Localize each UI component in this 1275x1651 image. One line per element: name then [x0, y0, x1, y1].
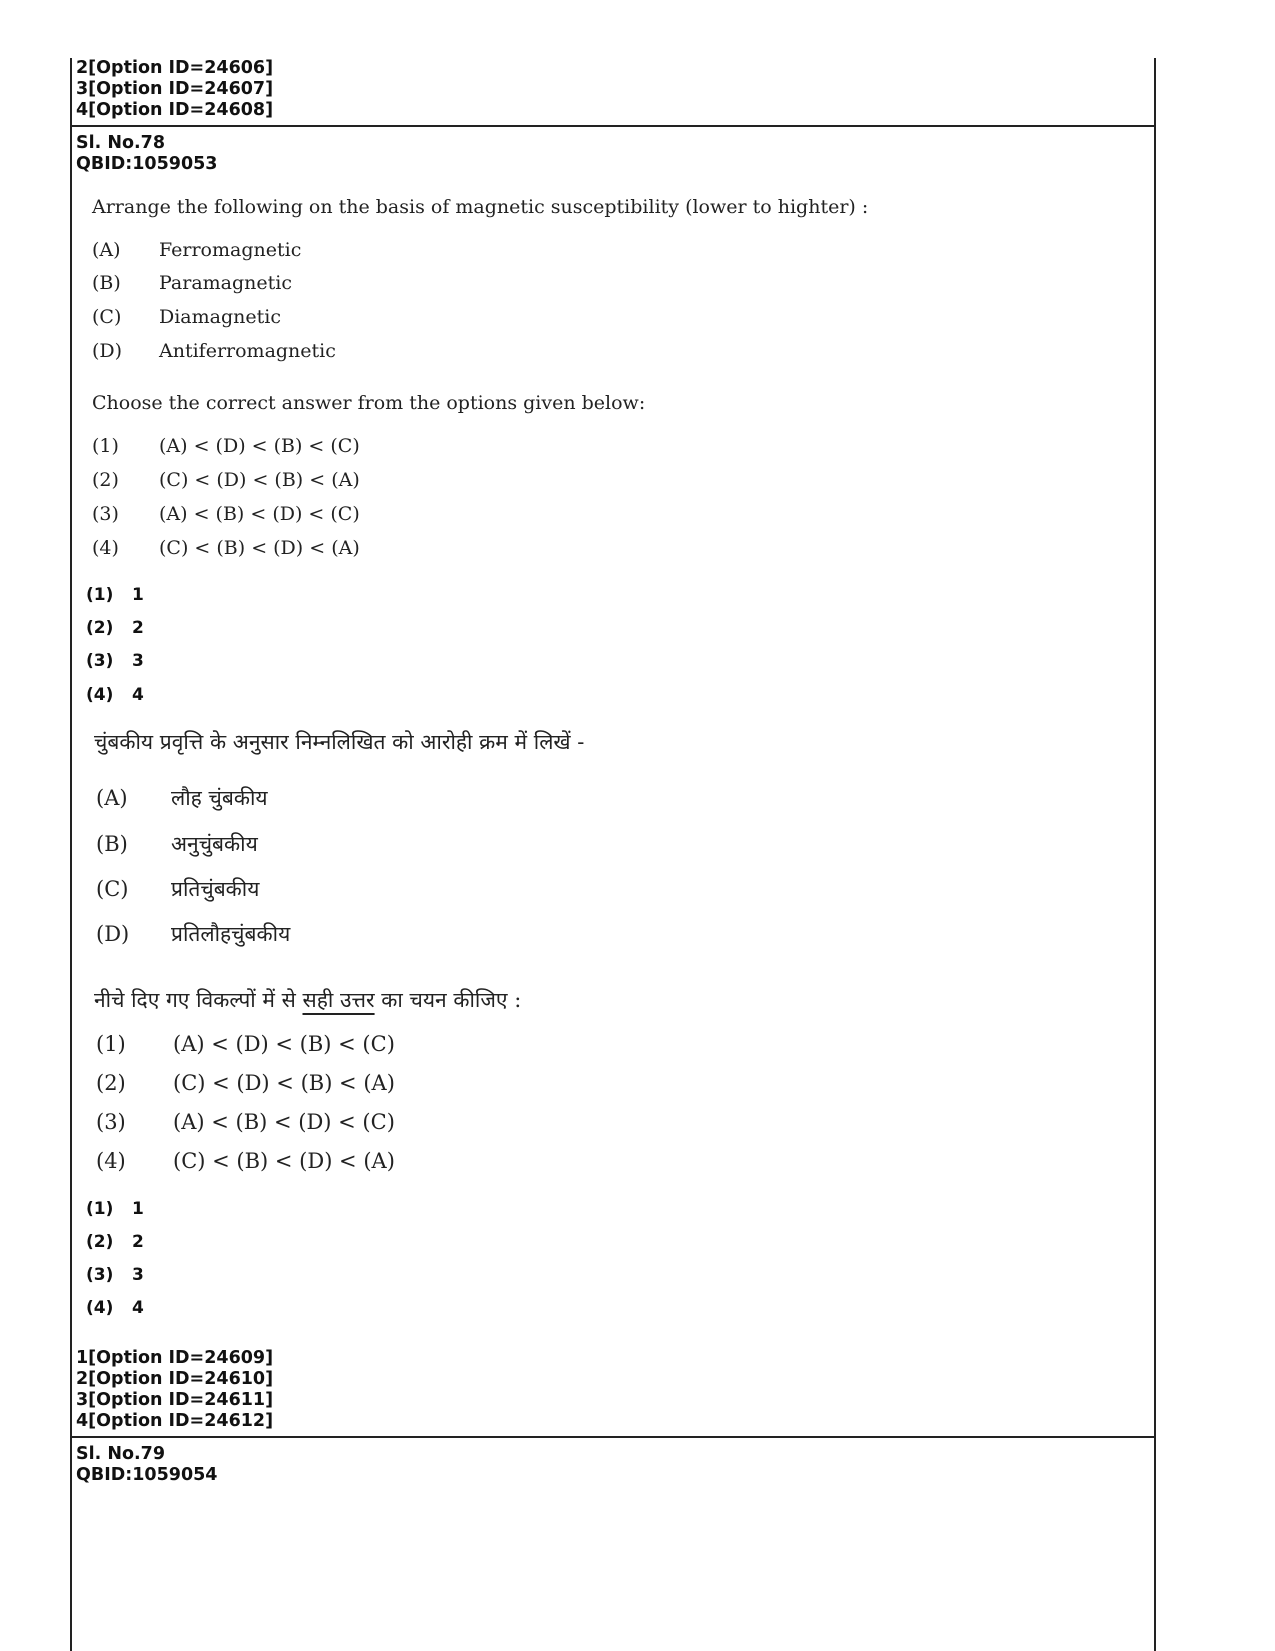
choice-row — [96, 1032, 395, 1056]
choice-label: (4) — [96, 1149, 126, 1173]
choice-label: (1) — [96, 1032, 126, 1056]
answer-option-label: (4) — [86, 685, 114, 705]
answer-option-label: (3) — [86, 1265, 114, 1285]
choice-row — [92, 469, 360, 491]
answer-option-text: 3 — [132, 651, 144, 671]
answer-option-label: (2) — [86, 1232, 114, 1252]
answer-option-text: 2 — [132, 1232, 144, 1252]
answer-option[interactable] — [86, 1298, 144, 1318]
answer-option[interactable] — [86, 618, 144, 638]
question-stem-english: Arrange the following on the basis of magnetic susceptibility (lower to highter) : — [92, 196, 869, 218]
qbid: QBID:1059053 — [76, 154, 218, 174]
choice-text: (C) < (B) < (D) < (A) — [159, 537, 360, 559]
choose-instruction-hindi — [94, 986, 521, 1014]
choice-text: (A) < (B) < (D) < (C) — [159, 503, 360, 525]
item-row — [92, 340, 336, 362]
item-label: (A) — [92, 239, 121, 261]
serial-number: Sl. No.78 — [76, 133, 166, 153]
option-id-line: 4[Option ID=24608] — [76, 100, 274, 120]
qbid: QBID:1059054 — [76, 1465, 218, 1485]
item-text: Diamagnetic — [159, 306, 281, 328]
choice-label: (3) — [96, 1110, 126, 1134]
choice-row — [96, 1110, 395, 1134]
item-row — [92, 239, 301, 261]
choice-text: (C) < (D) < (B) < (A) — [173, 1071, 395, 1095]
previous-option-ids — [76, 58, 273, 121]
underlined-text: सही उत्तर — [302, 988, 375, 1012]
serial-number: Sl. No.79 — [76, 1444, 166, 1464]
choice-row — [92, 435, 360, 457]
answer-option-text: 2 — [132, 618, 144, 638]
answer-option-text: 4 — [132, 1298, 144, 1318]
option-id-line: 2[Option ID=24606] — [76, 58, 274, 78]
choice-label: (1) — [92, 435, 119, 457]
choice-text: (C) < (B) < (D) < (A) — [173, 1149, 395, 1173]
answer-option-label: (4) — [86, 1298, 114, 1318]
choice-label: (2) — [96, 1071, 126, 1095]
option-id-line: 3[Option ID=24611] — [76, 1390, 274, 1410]
choice-row — [92, 503, 360, 525]
item-label: (C) — [92, 306, 122, 328]
answer-option[interactable] — [86, 1232, 144, 1252]
question-header — [76, 133, 218, 175]
item-text: Paramagnetic — [159, 272, 293, 294]
option-id-line: 4[Option ID=24612] — [76, 1411, 274, 1431]
item-text: प्रतिचुंबकीय — [171, 877, 260, 901]
choice-label: (2) — [92, 469, 119, 491]
item-row — [96, 920, 290, 948]
question-header — [76, 1444, 218, 1486]
answer-option-text: 4 — [132, 685, 144, 705]
row-divider — [70, 1436, 1156, 1438]
choice-text: (C) < (D) < (B) < (A) — [159, 469, 360, 491]
answer-option[interactable] — [86, 585, 144, 605]
answer-option[interactable] — [86, 651, 144, 671]
answer-option-text: 1 — [132, 1199, 144, 1219]
item-label: (C) — [96, 877, 129, 901]
option-id-line: 2[Option ID=24610] — [76, 1369, 274, 1389]
answer-option-text: 3 — [132, 1265, 144, 1285]
item-text: अनुचुंबकीय — [171, 832, 258, 856]
item-label: (B) — [92, 272, 121, 294]
item-row — [92, 306, 281, 328]
answer-option-label: (3) — [86, 651, 114, 671]
instruction-text: का चयन कीजिए : — [374, 988, 522, 1012]
row-divider — [70, 125, 1156, 127]
choice-row — [96, 1149, 395, 1173]
answer-option-label: (1) — [86, 1199, 114, 1219]
option-id-line: 1[Option ID=24609] — [76, 1348, 274, 1368]
table-right-border — [1154, 58, 1156, 1651]
choice-text: (A) < (B) < (D) < (C) — [173, 1110, 395, 1134]
table-left-border — [70, 58, 72, 1651]
choice-text: (A) < (D) < (B) < (C) — [159, 435, 360, 457]
choice-label: (4) — [92, 537, 119, 559]
item-text: प्रतिलौहचुंबकीय — [171, 922, 291, 946]
option-ids — [76, 1348, 273, 1432]
item-row — [92, 272, 292, 294]
item-text: Antiferromagnetic — [159, 340, 336, 362]
item-label: (A) — [96, 786, 128, 810]
answer-option-label: (1) — [86, 585, 114, 605]
choice-text: (A) < (D) < (B) < (C) — [173, 1032, 395, 1056]
answer-option[interactable] — [86, 1265, 144, 1285]
option-id-line: 3[Option ID=24607] — [76, 79, 274, 99]
answer-option[interactable] — [86, 685, 144, 705]
item-label: (D) — [92, 340, 123, 362]
item-label: (B) — [96, 832, 128, 856]
answer-option-label: (2) — [86, 618, 114, 638]
item-text: Ferromagnetic — [159, 239, 302, 261]
answer-option[interactable] — [86, 1199, 144, 1219]
item-row — [96, 784, 268, 812]
choose-instruction-english: Choose the correct answer from the options given below: — [92, 392, 646, 414]
item-row — [96, 830, 258, 858]
question-stem-hindi: चुंबकीय प्रवृत्ति के अनुसार निम्नलिखित को आरोही क्रम में लिखें - — [94, 730, 585, 754]
choice-row — [92, 537, 360, 559]
answer-option-text: 1 — [132, 585, 144, 605]
item-label: (D) — [96, 922, 130, 946]
choice-label: (3) — [92, 503, 119, 525]
choice-row — [96, 1071, 395, 1095]
item-text: लौह चुंबकीय — [171, 786, 268, 810]
instruction-text: नीचे दिए गए विकल्पों में से — [94, 988, 303, 1012]
item-row — [96, 875, 259, 903]
